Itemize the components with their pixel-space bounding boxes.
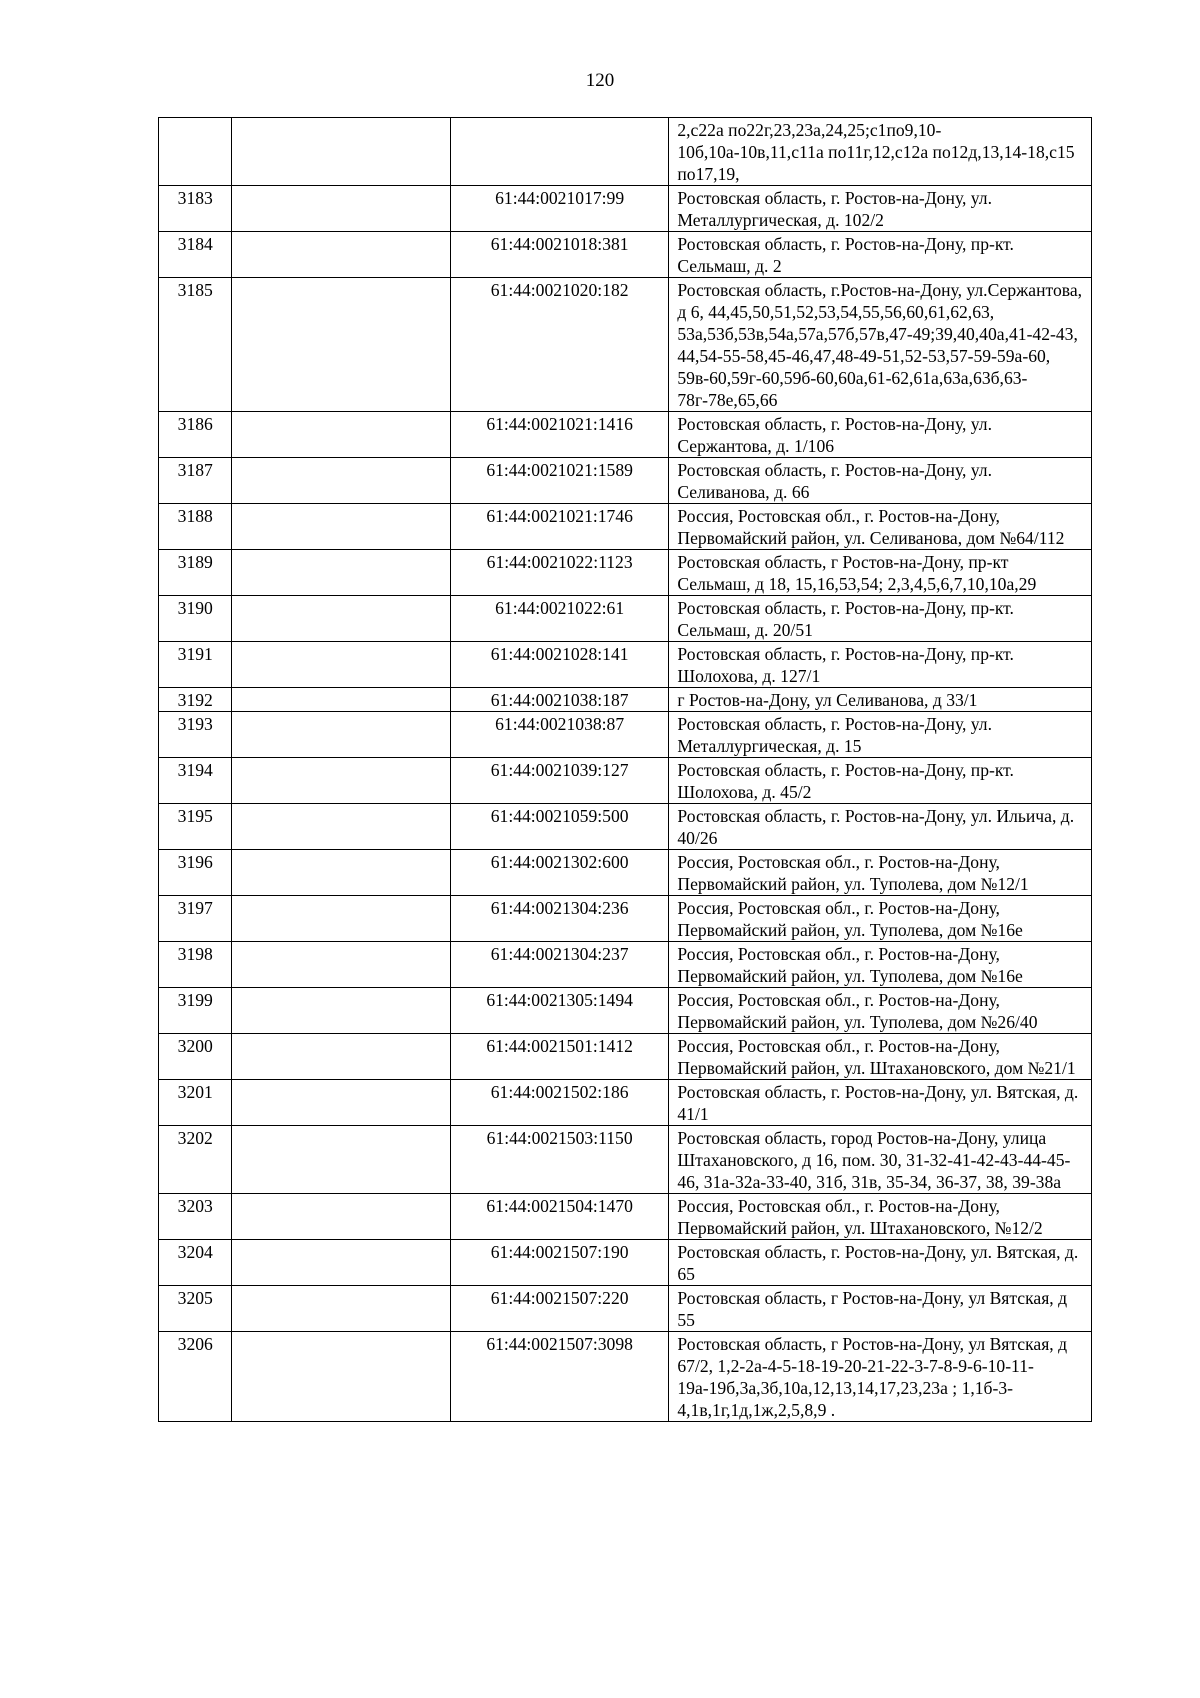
table-row [159, 804, 1092, 850]
table-row [159, 232, 1092, 278]
empty-cell [232, 1286, 450, 1332]
empty-cell [232, 232, 450, 278]
row-number-cell: 3183 [159, 186, 232, 232]
cadastral-number-cell: 61:44:0021021:1746 [450, 504, 668, 550]
row-number-cell: 3188 [159, 504, 232, 550]
table-row [159, 1126, 1092, 1194]
row-number-cell: 3193 [159, 712, 232, 758]
cadastral-number-cell: 61:44:0021059:500 [450, 804, 668, 850]
address-cell: Ростовская область, г. Ростов-на-Дону, ул. Вятская, д. 41/1 [669, 1080, 1092, 1126]
cadastral-number-cell: 61:44:0021028:141 [450, 642, 668, 688]
address-cell: Ростовская область, г Ростов-на-Дону, ул Вятская, д 67/2, 1,2-2а-4-5-18-19-20-21-22-3-7-8-9-6-10-11-19а-19б,3а,3б,10а,12,13,14,17,23,23а ; 1,1б-3-4,1в,1г,1д,1ж,2,5,8,9 . [669, 1332, 1092, 1422]
empty-cell [232, 1034, 450, 1080]
row-number-cell: 3206 [159, 1332, 232, 1422]
address-cell: Ростовская область, г. Ростов-на-Дону, пр-кт. Сельмаш, д. 20/51 [669, 596, 1092, 642]
table-row [159, 850, 1092, 896]
row-number-cell: 3203 [159, 1194, 232, 1240]
empty-cell [232, 186, 450, 232]
empty-cell [232, 942, 450, 988]
empty-cell [232, 596, 450, 642]
address-cell: Ростовская область, г. Ростов-на-Дону, ул. Металлургическая, д. 102/2 [669, 186, 1092, 232]
table-row [159, 1240, 1092, 1286]
cadastral-number-cell: 61:44:0021304:236 [450, 896, 668, 942]
empty-cell [232, 1240, 450, 1286]
table-row [159, 118, 1092, 186]
empty-cell [232, 1080, 450, 1126]
row-number-cell: 3198 [159, 942, 232, 988]
cadastral-number-cell [450, 118, 668, 186]
row-number-cell: 3192 [159, 688, 232, 712]
table-row [159, 942, 1092, 988]
address-cell: Ростовская область, г Ростов-на-Дону, пр-кт Сельмаш, д 18, 15,16,53,54; 2,3,4,5,6,7,10,10а,29 [669, 550, 1092, 596]
table-row [159, 1194, 1092, 1240]
empty-cell [232, 988, 450, 1034]
cadastral-number-cell: 61:44:0021507:190 [450, 1240, 668, 1286]
empty-cell [232, 550, 450, 596]
registry-table [158, 117, 1092, 1422]
table-row [159, 758, 1092, 804]
row-number-cell: 3205 [159, 1286, 232, 1332]
empty-cell [232, 1126, 450, 1194]
empty-cell [232, 412, 450, 458]
address-cell: Ростовская область, г. Ростов-на-Дону, ул. Ильича, д. 40/26 [669, 804, 1092, 850]
cadastral-number-cell: 61:44:0021021:1589 [450, 458, 668, 504]
table-row [159, 412, 1092, 458]
table-row [159, 596, 1092, 642]
cadastral-number-cell: 61:44:0021021:1416 [450, 412, 668, 458]
table-row [159, 1286, 1092, 1332]
address-cell: г Ростов-на-Дону, ул Селиванова, д 33/1 [669, 688, 1092, 712]
cadastral-number-cell: 61:44:0021038:87 [450, 712, 668, 758]
address-cell: Россия, Ростовская обл., г. Ростов-на-Дону, Первомайский район, ул. Туполева, дом №26/40 [669, 988, 1092, 1034]
row-number-cell: 3194 [159, 758, 232, 804]
address-cell: Ростовская область, г. Ростов-на-Дону, ул. Селиванова, д. 66 [669, 458, 1092, 504]
table-row [159, 988, 1092, 1034]
address-cell: Ростовская область, г. Ростов-на-Дону, пр-кт. Шолохова, д. 45/2 [669, 758, 1092, 804]
cadastral-number-cell: 61:44:0021018:381 [450, 232, 668, 278]
row-number-cell [159, 118, 232, 186]
table-row [159, 550, 1092, 596]
table-row [159, 186, 1092, 232]
address-cell: Россия, Ростовская обл., г. Ростов-на-Дону, Первомайский район, ул. Туполева, дом №16е [669, 896, 1092, 942]
table-row [159, 278, 1092, 412]
cadastral-number-cell: 61:44:0021039:127 [450, 758, 668, 804]
cadastral-number-cell: 61:44:0021507:220 [450, 1286, 668, 1332]
row-number-cell: 3190 [159, 596, 232, 642]
table-row [159, 642, 1092, 688]
empty-cell [232, 804, 450, 850]
cadastral-number-cell: 61:44:0021017:99 [450, 186, 668, 232]
table-row [159, 1080, 1092, 1126]
table-row [159, 1332, 1092, 1422]
empty-cell [232, 758, 450, 804]
empty-cell [232, 1194, 450, 1240]
empty-cell [232, 504, 450, 550]
address-cell: Ростовская область, г. Ростов-на-Дону, пр-кт. Сельмаш, д. 2 [669, 232, 1092, 278]
cadastral-number-cell: 61:44:0021503:1150 [450, 1126, 668, 1194]
cadastral-number-cell: 61:44:0021022:1123 [450, 550, 668, 596]
row-number-cell: 3200 [159, 1034, 232, 1080]
cadastral-number-cell: 61:44:0021305:1494 [450, 988, 668, 1034]
row-number-cell: 3201 [159, 1080, 232, 1126]
cadastral-number-cell: 61:44:0021504:1470 [450, 1194, 668, 1240]
cadastral-number-cell: 61:44:0021020:182 [450, 278, 668, 412]
table-row [159, 1034, 1092, 1080]
row-number-cell: 3186 [159, 412, 232, 458]
empty-cell [232, 642, 450, 688]
table-row [159, 504, 1092, 550]
empty-cell [232, 118, 450, 186]
row-number-cell: 3197 [159, 896, 232, 942]
cadastral-number-cell: 61:44:0021502:186 [450, 1080, 668, 1126]
address-cell: Ростовская область, г. Ростов-на-Дону, ул. Вятская, д. 65 [669, 1240, 1092, 1286]
address-cell: Россия, Ростовская обл., г. Ростов-на-Дону, Первомайский район, ул. Туполева, дом №12/1 [669, 850, 1092, 896]
empty-cell [232, 688, 450, 712]
table-row [159, 688, 1092, 712]
row-number-cell: 3189 [159, 550, 232, 596]
empty-cell [232, 896, 450, 942]
table-row [159, 896, 1092, 942]
row-number-cell: 3204 [159, 1240, 232, 1286]
row-number-cell: 3187 [159, 458, 232, 504]
address-cell: 2,с22а по22г,23,23а,24,25;с1по9,10-10б,10а-10в,11,с11а по11г,12,с12а по12д,13,14-18,с15 по17,19, [669, 118, 1092, 186]
empty-cell [232, 458, 450, 504]
row-number-cell: 3191 [159, 642, 232, 688]
table-body [159, 118, 1092, 1422]
cadastral-number-cell: 61:44:0021022:61 [450, 596, 668, 642]
row-number-cell: 3199 [159, 988, 232, 1034]
address-cell: Ростовская область, г.Ростов-на-Дону, ул.Сержантова, д 6, 44,45,50,51,52,53,54,55,56,60,61,62,63, 53а,53б,53в,54а,57а,57б,57в,47-49;39,40,40а,41-42-43, 44,54-55-58,45-46,47,48-49-51,52-53,57-59-59а-60, 59в-60,59г-60,59б-60,60а,61-62,61а,63а,63б,63-78г-78е,65,66 [669, 278, 1092, 412]
address-cell: Ростовская область, г. Ростов-на-Дону, пр-кт. Шолохова, д. 127/1 [669, 642, 1092, 688]
address-cell: Ростовская область, г. Ростов-на-Дону, ул. Сержантова, д. 1/106 [669, 412, 1092, 458]
cadastral-number-cell: 61:44:0021507:3098 [450, 1332, 668, 1422]
cadastral-number-cell: 61:44:0021501:1412 [450, 1034, 668, 1080]
empty-cell [232, 1332, 450, 1422]
address-cell: Россия, Ростовская обл., г. Ростов-на-Дону, Первомайский район, ул. Туполева, дом №16е [669, 942, 1092, 988]
address-cell: Россия, Ростовская обл., г. Ростов-на-Дону, Первомайский район, ул. Штахановского, №12/2 [669, 1194, 1092, 1240]
address-cell: Ростовская область, г Ростов-на-Дону, ул Вятская, д 55 [669, 1286, 1092, 1332]
cadastral-number-cell: 61:44:0021038:187 [450, 688, 668, 712]
row-number-cell: 3202 [159, 1126, 232, 1194]
row-number-cell: 3184 [159, 232, 232, 278]
cadastral-number-cell: 61:44:0021302:600 [450, 850, 668, 896]
row-number-cell: 3185 [159, 278, 232, 412]
empty-cell [232, 712, 450, 758]
address-cell: Ростовская область, город Ростов-на-Дону, улица Штахановского, д 16, пом. 30, 31-32-41-42-43-44-45-46, 31а-32а-33-40, 31б, 31в, 35-34, 36-37, 38, 39-38а [669, 1126, 1092, 1194]
table-row [159, 458, 1092, 504]
cadastral-number-cell: 61:44:0021304:237 [450, 942, 668, 988]
empty-cell [232, 278, 450, 412]
row-number-cell: 3195 [159, 804, 232, 850]
address-cell: Россия, Ростовская обл., г. Ростов-на-Дону, Первомайский район, ул. Штахановского, дом №21/1 [669, 1034, 1092, 1080]
table-row [159, 712, 1092, 758]
empty-cell [232, 850, 450, 896]
page-number: 120 [585, 70, 615, 91]
address-cell: Ростовская область, г. Ростов-на-Дону, ул. Металлургическая, д. 15 [669, 712, 1092, 758]
address-cell: Россия, Ростовская обл., г. Ростов-на-Дону, Первомайский район, ул. Селиванова, дом №64/112 [669, 504, 1092, 550]
row-number-cell: 3196 [159, 850, 232, 896]
